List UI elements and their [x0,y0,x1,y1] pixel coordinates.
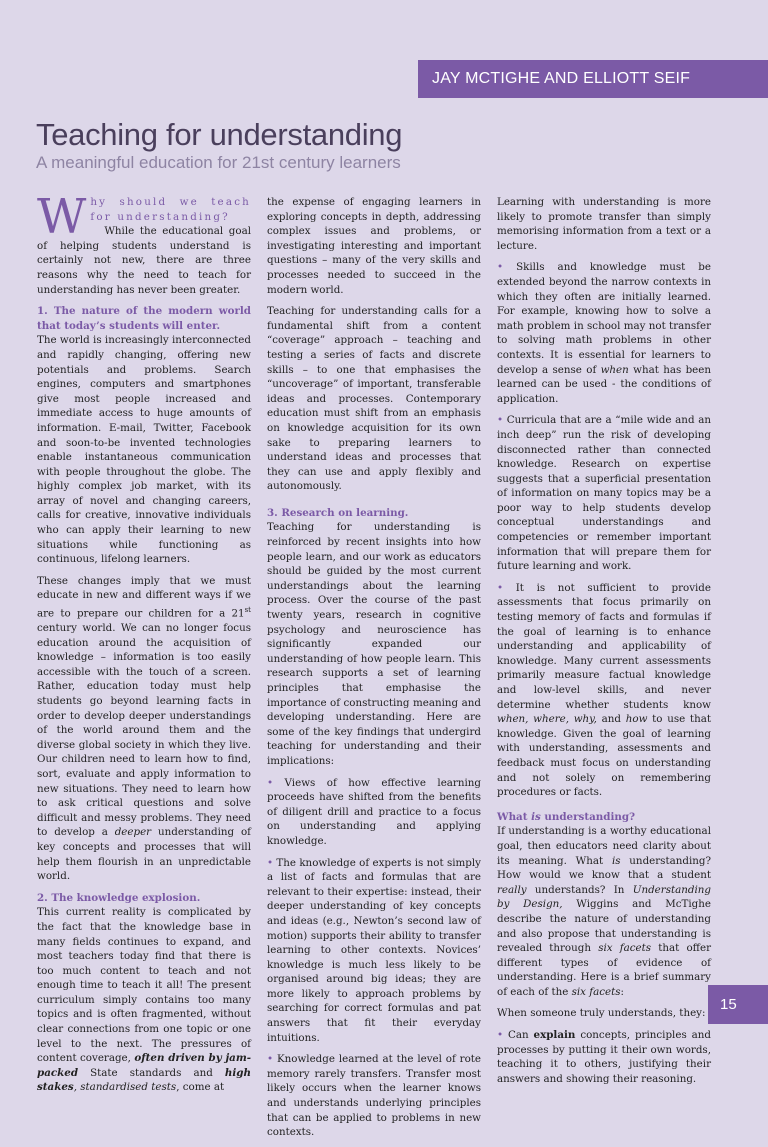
heading-research: 3. Research on learning. [267,506,409,519]
bullet-item: • The knowledge of experts is not simply a list of facts and formulas that are relevant to their expertise: instead, their deeper understanding of key concepts and ideas (e.g., Newton’s second law of motion) supports their ability to transfer learning to other contexts. Novices’ knowledge is much less likely to be organised around big ideas; they are more likely to approach problems by searching for correct formulas and pat answers that fit their everyday intuitions. [267,856,481,1044]
paragraph: If understanding is a worthy educational goal, then educators need clarity about its meaning. What is understanding? How would we know that a student really understands? In Understanding by Design, Wiggins and McTighe describe the nature of understanding and also propose that understanding is revealed through six facets that offer different types of evidence of understanding. Here is a brief summary of each of the six facets: [497,825,712,998]
bullet-icon: • [497,1029,504,1042]
column-3 [497,195,711,1093]
bullet-icon: • [267,856,274,869]
column-1 [37,189,252,1102]
bullet-item: • Skills and knowledge must be extended beyond the narrow contexts in which they often are initially learned. For example, knowing how to solve a math problem in school may not transfer to solving math problems in other contexts. It is essential for learners to develop a sense of when what has been learned can be used - the conditions of application. [497,261,712,405]
drop-cap: W [37,189,87,245]
paragraph: The world is increasingly interconnected and rapidly changing, offering new potentials and problems. Search engines, computers and smartphones give most people increased and immediate access to huge amounts of information. E-mail, Twitter, Facebook and soon-to-be invented technologies enable instantaneous communication with people throughout the globe. The highly complex job market, with its array of novel and changing careers, calls for creative, innovative individuals who can apply their learning to new situations while functioning as continuous, lifelong learners. [37,334,251,566]
bullet-item: • Knowledge learned at the level of rote memory rarely transfers. Transfer most likely occurs when the learner knows and understands underlying principles that can be applied to problems in new contexts. [267,1053,481,1139]
article-title: Teaching for understanding [36,117,403,152]
author-banner: JAY MCTIGHE AND ELLIOTT SEIF [418,60,768,98]
intro-text: While the educational goal of helping students understand is certainly not new, there are three reasons why the need to teach for understanding has never been greater. [37,225,251,296]
article-subtitle: A meaningful education for 21st century learners [36,153,401,172]
bullet-item: • It is not sufficient to provide assessments that focus primarily on testing memory of facts and formulas if the goal of learning is to enhance understanding and applicability of knowledge. Many current assessments primarily measure factual knowledge and low-level skills, and never determine whether students know when, where, why, and how to use that knowledge. Given the goal of learning with understanding, assessments and feedback must focus on understanding and not solely on remembering procedures or facts. [497,581,711,799]
paragraph: These changes imply that we must educate in new and different ways if we are to prepare our children for a 21st century world. We can no longer focus education around the acquisition of knowledge – information is too easily accessible with the touch of a screen. Rather, education today must help students go beyond learning facts in order to develop deeper understandings of the world around them and the diverse global society in which they live. Our children need to learn how to find, sort, evaluate and apply information to new situations. They need to learn how to ask critical questions and solve difficult and messy problems. They need to develop a deeper understanding of key concepts and processes that will help them flourish in an unpredictable world. [37,574,251,883]
page-number: 15 [708,985,768,1024]
bullet-icon: • [497,414,504,427]
paragraph: the expense of engaging learners in exploring concepts in depth, addressing complex issues and problems, or investigating interesting and important questions – many of the very skills and processes needed to succeed in the modern world. [267,196,481,296]
intro-lead: hy should we teach for understanding? [90,196,251,223]
heading-knowledge-explosion: 2. The knowledge explosion. [37,891,201,904]
column-2 [267,195,481,1147]
bullet-icon: • [497,261,504,274]
bullet-item: • Curricula that are a “mile wide and an inch deep” run the risk of developing disconnected rather than connected knowledge. Research on expertise suggests that a superficial presentation of information on many topics may be a poor way to help students develop conceptual understandings and competencies or remember important information that will prepare them for future learning and work. [497,414,711,573]
bullet-item: • Can explain concepts, principles and processes by putting it their own words, teaching it to others, justifying their answers and showing their reasoning. [497,1029,711,1085]
paragraph: This current reality is complicated by the fact that the knowledge base in many fields continues to expand, and most teachers today find that there is too much content to teach and not enough time to teach it all! The present curriculum simply contains too many topics and is often fragmented, without clear connections from one topic or one level to the next. The pressures of content coverage, often driven by jam-packed State standards and high stakes, standardised tests, come at [37,906,252,1094]
paragraph: Learning with understanding is more likely to promote transfer than simply memorising information from a text or a lecture. [497,196,711,252]
bullet-icon: • [267,1053,274,1066]
paragraph: When someone truly understands, they: [497,1007,706,1020]
bullet-icon: • [267,776,274,789]
bullet-icon: • [497,581,504,594]
paragraph: Teaching for understanding is reinforced by recent insights into how people learn, and our work as educators should be guided by the most current understandings about the learning process. Over the course of the past twenty years, research in cognitive psychology and neuroscience has significantly expanded our understanding of how people learn. This research supports a set of learning principles that emphasise the importance of constructing meaning and developing understanding. Here are some of the key findings that undergird teaching for understanding and their implications: [267,521,481,767]
bullet-item: • Views of how effective learning proceeds have shifted from the benefits of diligent drill and practice to a focus on understanding and applying knowledge. [267,776,481,847]
heading-modern-world: 1. The nature of the modern world that today’s students will enter. [37,305,251,332]
heading-what-is-understanding: What is understanding? [497,810,636,823]
intro-paragraph [37,189,251,297]
paragraph: Teaching for understanding calls for a fundamental shift from a content “coverage” approach – teaching and testing a series of facts and discrete skills – to one that emphasises the “uncoverage” of important, transferable ideas and processes. Contemporary education must shift from an emphasis on knowledge acquisition for its own sake to preparing learners to understand ideas and processes that they can use and apply flexibly and autonomously. [267,305,481,493]
